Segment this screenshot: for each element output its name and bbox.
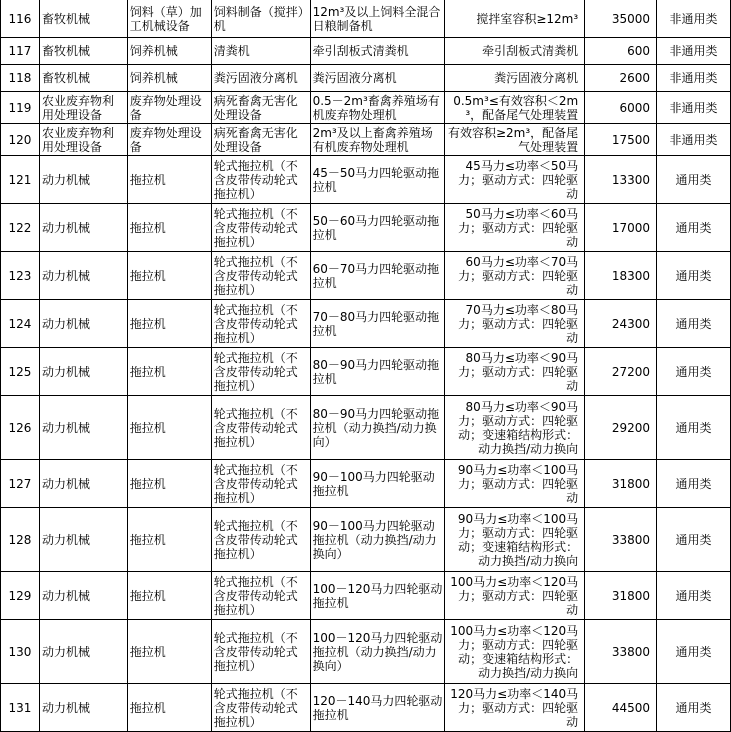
table-row (1, 460, 731, 508)
category-cell: 畜牧机械 (39, 65, 127, 92)
amount-cell: 35000 (585, 0, 657, 38)
grade-cell: 2m³及以上畜禽养殖场有机废弃物处理机 (310, 124, 445, 156)
category-cell: 畜牧机械 (39, 0, 127, 38)
category-cell: 动力机械 (39, 396, 127, 460)
category-cell: 动力机械 (39, 572, 127, 620)
table-row (1, 508, 731, 572)
item-cell: 病死畜禽无害化处理设备 (211, 92, 310, 124)
spec-cell: 90马力≤功率＜100马力；驱动方式：四轮驱动 (445, 460, 585, 508)
subcategory-cell: 饲料（草）加工机械设备 (127, 0, 211, 38)
type-cell: 通用类 (657, 508, 731, 572)
spec-cell: 90马力≤功率＜100马力；驱动方式：四轮驱动；变速箱结构形式：动力换挡/动力换向 (445, 508, 585, 572)
table-row (1, 156, 731, 204)
grade-cell: 100－120马力四轮驱动拖拉机（动力换挡/动力换向） (310, 620, 445, 684)
spec-cell: 50马力≤功率＜60马力；驱动方式：四轮驱动 (445, 204, 585, 252)
subcategory-cell: 废弃物处理设备 (127, 92, 211, 124)
spec-cell: 80马力≤功率＜90马力；驱动方式：四轮驱动；变速箱结构形式：动力换挡/动力换向 (445, 396, 585, 460)
table-row (1, 572, 731, 620)
row-number: 122 (1, 204, 40, 252)
table-row (1, 252, 731, 300)
row-number: 117 (1, 38, 40, 65)
grade-cell: 粪污固液分离机 (310, 65, 445, 92)
amount-cell: 24300 (585, 300, 657, 348)
item-cell: 轮式拖拉机（不含皮带传动轮式拖拉机） (211, 572, 310, 620)
spec-cell: 120马力≤功率＜140马力；驱动方式：四轮驱动 (445, 684, 585, 732)
row-number: 129 (1, 572, 40, 620)
amount-cell: 29200 (585, 396, 657, 460)
table-row (1, 204, 731, 252)
spec-cell: 100马力≤功率＜120马力；驱动方式：四轮驱动 (445, 572, 585, 620)
amount-cell: 27200 (585, 348, 657, 396)
row-number: 128 (1, 508, 40, 572)
type-cell: 通用类 (657, 396, 731, 460)
amount-cell: 31800 (585, 460, 657, 508)
row-number: 123 (1, 252, 40, 300)
item-cell: 轮式拖拉机（不含皮带传动轮式拖拉机） (211, 252, 310, 300)
type-cell: 通用类 (657, 684, 731, 732)
subcategory-cell: 废弃物处理设备 (127, 124, 211, 156)
type-cell: 通用类 (657, 252, 731, 300)
subcategory-cell: 饲养机械 (127, 65, 211, 92)
spec-cell: 60马力≤功率＜70马力；驱动方式：四轮驱动 (445, 252, 585, 300)
category-cell: 动力机械 (39, 508, 127, 572)
grade-cell: 100－120马力四轮驱动拖拉机 (310, 572, 445, 620)
table-row (1, 38, 731, 65)
type-cell: 通用类 (657, 348, 731, 396)
row-number: 130 (1, 620, 40, 684)
category-cell: 农业废弃物利用处理设备 (39, 92, 127, 124)
item-cell: 轮式拖拉机（不含皮带传动轮式拖拉机） (211, 620, 310, 684)
item-cell: 清粪机 (211, 38, 310, 65)
amount-cell: 17500 (585, 124, 657, 156)
table-row (1, 65, 731, 92)
spec-cell: 100马力≤功率＜120马力；驱动方式：四轮驱动；变速箱结构形式：动力换挡/动力换向 (445, 620, 585, 684)
row-number: 131 (1, 684, 40, 732)
subcategory-cell: 拖拉机 (127, 204, 211, 252)
row-number: 127 (1, 460, 40, 508)
grade-cell: 120－140马力四轮驱动拖拉机 (310, 684, 445, 732)
spec-cell: 有效容积≥2m³，配备尾气处理装置 (445, 124, 585, 156)
category-cell: 动力机械 (39, 460, 127, 508)
category-cell: 动力机械 (39, 204, 127, 252)
table-row (1, 348, 731, 396)
subcategory-cell: 拖拉机 (127, 156, 211, 204)
category-cell: 动力机械 (39, 300, 127, 348)
spec-cell: 0.5m³≤有效容积＜2m³，配备尾气处理装置 (445, 92, 585, 124)
amount-cell: 13300 (585, 156, 657, 204)
item-cell: 饲料制备（搅拌）机 (211, 0, 310, 38)
category-cell: 畜牧机械 (39, 38, 127, 65)
row-number: 124 (1, 300, 40, 348)
subcategory-cell: 拖拉机 (127, 620, 211, 684)
table-row (1, 300, 731, 348)
item-cell: 轮式拖拉机（不含皮带传动轮式拖拉机） (211, 508, 310, 572)
spec-cell: 45马力≤功率＜50马力；驱动方式：四轮驱动 (445, 156, 585, 204)
subcategory-cell: 拖拉机 (127, 396, 211, 460)
grade-cell: 50－60马力四轮驱动拖拉机 (310, 204, 445, 252)
subcategory-cell: 拖拉机 (127, 300, 211, 348)
spec-cell: 搅拌室容积≥12m³ (445, 0, 585, 38)
type-cell: 非通用类 (657, 92, 731, 124)
grade-cell: 45－50马力四轮驱动拖拉机 (310, 156, 445, 204)
amount-cell: 600 (585, 38, 657, 65)
item-cell: 轮式拖拉机（不含皮带传动轮式拖拉机） (211, 348, 310, 396)
type-cell: 非通用类 (657, 124, 731, 156)
row-number: 118 (1, 65, 40, 92)
category-cell: 动力机械 (39, 620, 127, 684)
row-number: 119 (1, 92, 40, 124)
subcategory-cell: 拖拉机 (127, 460, 211, 508)
spec-cell: 粪污固液分离机 (445, 65, 585, 92)
table-body (1, 0, 731, 732)
row-number: 126 (1, 396, 40, 460)
amount-cell: 31800 (585, 572, 657, 620)
item-cell: 轮式拖拉机（不含皮带传动轮式拖拉机） (211, 300, 310, 348)
type-cell: 通用类 (657, 156, 731, 204)
table-row (1, 620, 731, 684)
row-number: 120 (1, 124, 40, 156)
type-cell: 通用类 (657, 300, 731, 348)
row-number: 121 (1, 156, 40, 204)
subcategory-cell: 拖拉机 (127, 508, 211, 572)
grade-cell: 70－80马力四轮驱动拖拉机 (310, 300, 445, 348)
table-row (1, 684, 731, 732)
amount-cell: 33800 (585, 620, 657, 684)
item-cell: 轮式拖拉机（不含皮带传动轮式拖拉机） (211, 156, 310, 204)
amount-cell: 33800 (585, 508, 657, 572)
type-cell: 通用类 (657, 620, 731, 684)
type-cell: 通用类 (657, 460, 731, 508)
subcategory-cell: 拖拉机 (127, 572, 211, 620)
type-cell: 非通用类 (657, 38, 731, 65)
category-cell: 动力机械 (39, 156, 127, 204)
amount-cell: 2600 (585, 65, 657, 92)
grade-cell: 牵引刮板式清粪机 (310, 38, 445, 65)
row-number: 125 (1, 348, 40, 396)
item-cell: 粪污固液分离机 (211, 65, 310, 92)
subcategory-cell: 拖拉机 (127, 252, 211, 300)
grade-cell: 80－90马力四轮驱动拖拉机 (310, 348, 445, 396)
row-number: 116 (1, 0, 40, 38)
table-row (1, 92, 731, 124)
amount-cell: 17000 (585, 204, 657, 252)
grade-cell: 90－100马力四轮驱动拖拉机 (310, 460, 445, 508)
amount-cell: 44500 (585, 684, 657, 732)
subcategory-cell: 拖拉机 (127, 684, 211, 732)
grade-cell: 0.5－2m³畜禽养殖场有机废弃物处理机 (310, 92, 445, 124)
amount-cell: 6000 (585, 92, 657, 124)
category-cell: 动力机械 (39, 252, 127, 300)
category-cell: 农业废弃物利用处理设备 (39, 124, 127, 156)
grade-cell: 60－70马力四轮驱动拖拉机 (310, 252, 445, 300)
spec-cell: 牵引刮板式清粪机 (445, 38, 585, 65)
item-cell: 轮式拖拉机（不含皮带传动轮式拖拉机） (211, 396, 310, 460)
grade-cell: 80－90马力四轮驱动拖拉机（动力换挡/动力换向） (310, 396, 445, 460)
table-row (1, 0, 731, 38)
item-cell: 轮式拖拉机（不含皮带传动轮式拖拉机） (211, 684, 310, 732)
subcategory-cell: 饲养机械 (127, 38, 211, 65)
table-row (1, 396, 731, 460)
subcategory-cell: 拖拉机 (127, 348, 211, 396)
type-cell: 通用类 (657, 204, 731, 252)
type-cell: 非通用类 (657, 65, 731, 92)
category-cell: 动力机械 (39, 684, 127, 732)
grade-cell: 12m³及以上饲料全混合日粮制备机 (310, 0, 445, 38)
item-cell: 病死畜禽无害化处理设备 (211, 124, 310, 156)
table-row (1, 124, 731, 156)
category-cell: 动力机械 (39, 348, 127, 396)
type-cell: 非通用类 (657, 0, 731, 38)
type-cell: 通用类 (657, 572, 731, 620)
grade-cell: 90－100马力四轮驱动拖拉机（动力换挡/动力换向） (310, 508, 445, 572)
spec-cell: 70马力≤功率＜80马力；驱动方式：四轮驱动 (445, 300, 585, 348)
item-cell: 轮式拖拉机（不含皮带传动轮式拖拉机） (211, 460, 310, 508)
amount-cell: 18300 (585, 252, 657, 300)
item-cell: 轮式拖拉机（不含皮带传动轮式拖拉机） (211, 204, 310, 252)
spec-cell: 80马力≤功率＜90马力；驱动方式：四轮驱动 (445, 348, 585, 396)
